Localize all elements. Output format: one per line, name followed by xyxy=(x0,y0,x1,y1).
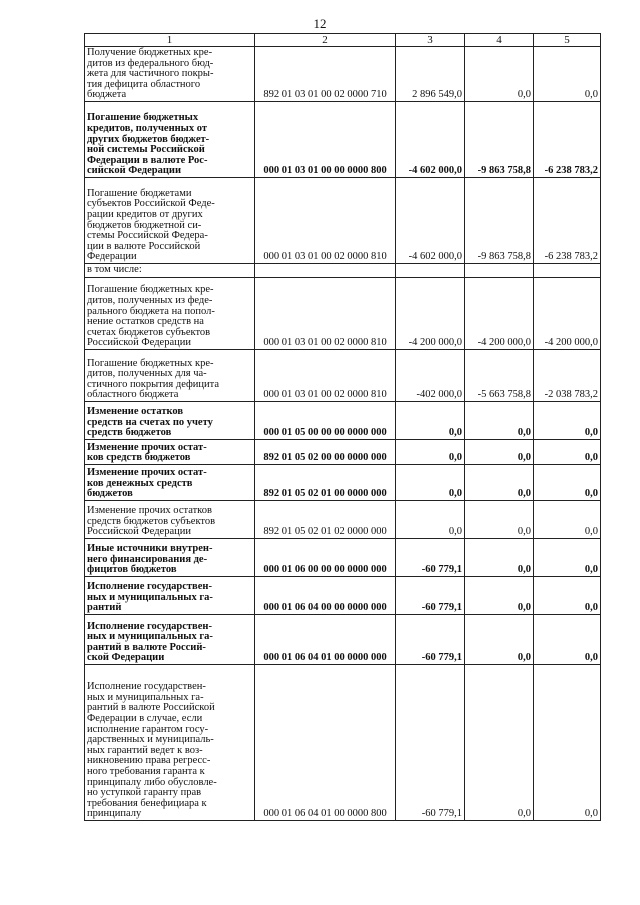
column-header: 1 xyxy=(85,34,255,47)
row-value-cell: 0,0 xyxy=(465,440,534,465)
table-row xyxy=(85,350,601,402)
row-value-cell: -60 779,1 xyxy=(396,665,465,821)
row-value-cell: 0,0 xyxy=(396,501,465,539)
row-code-cell: 000 01 06 04 01 00 0000 800 xyxy=(255,665,396,821)
row-value-cell: -9 863 758,8 xyxy=(465,102,534,178)
row-name-cell: Погашение бюджетных кре- дитов, полученных для ча- стичного покрытия дефицита областного бюджета xyxy=(85,350,255,402)
column-header: 5 xyxy=(534,34,601,47)
budget-sources-table xyxy=(84,33,601,821)
row-value-cell: -2 038 783,2 xyxy=(534,350,601,402)
row-value-cell: 0,0 xyxy=(534,440,601,465)
row-name-cell: Исполнение государствен- ных и муниципальных га- рантий xyxy=(85,577,255,615)
row-code-cell: 892 01 05 02 00 00 0000 000 xyxy=(255,440,396,465)
row-name-cell: Изменение прочих остат- ков средств бюджетов xyxy=(85,440,255,465)
row-value-cell: -402 000,0 xyxy=(396,350,465,402)
table-header-row xyxy=(85,34,601,47)
row-code-cell: 000 01 06 00 00 00 0000 000 xyxy=(255,539,396,577)
row-value-cell: 0,0 xyxy=(465,501,534,539)
table-row xyxy=(85,501,601,539)
row-code-cell: 892 01 05 02 01 00 0000 000 xyxy=(255,465,396,501)
row-value-cell xyxy=(396,264,465,278)
row-value-cell: 0,0 xyxy=(465,577,534,615)
row-value-cell: 0,0 xyxy=(465,47,534,102)
row-value-cell: 0,0 xyxy=(465,665,534,821)
row-value-cell xyxy=(465,264,534,278)
column-header: 4 xyxy=(465,34,534,47)
row-value-cell: 0,0 xyxy=(465,539,534,577)
page-number: 12 xyxy=(313,16,327,31)
table-row xyxy=(85,402,601,440)
row-code-cell: 000 01 06 04 00 00 0000 000 xyxy=(255,577,396,615)
row-value-cell: 0,0 xyxy=(396,440,465,465)
row-value-cell: -5 663 758,8 xyxy=(465,350,534,402)
row-code-cell: 892 01 03 01 00 02 0000 710 xyxy=(255,47,396,102)
row-value-cell: 0,0 xyxy=(534,402,601,440)
row-value-cell: 0,0 xyxy=(465,465,534,501)
table-row xyxy=(85,539,601,577)
row-value-cell: 0,0 xyxy=(396,402,465,440)
row-name-cell: Погашение бюджетами субъектов Российской Феде- рации кредитов от других бюджетов бюджетной си- стемы Российской Федера- ции в валюте Российской Федерации xyxy=(85,178,255,264)
row-code-cell: 000 01 03 01 00 00 0000 800 xyxy=(255,102,396,178)
row-code-cell: 000 01 05 00 00 00 0000 000 xyxy=(255,402,396,440)
row-value-cell: -4 602 000,0 xyxy=(396,102,465,178)
row-value-cell: 0,0 xyxy=(534,665,601,821)
table-row xyxy=(85,440,601,465)
row-name-cell: Погашение бюджетных кредитов, полученных от других бюджетов бюджет- ной системы Российской Федерации в валюте Рос- сийской Федерации xyxy=(85,102,255,178)
row-name-cell: Изменение прочих остатков средств бюджетов субъектов Российской Федерации xyxy=(85,501,255,539)
row-value-cell: -6 238 783,2 xyxy=(534,178,601,264)
row-code-cell: 000 01 03 01 00 02 0000 810 xyxy=(255,178,396,264)
row-name-cell: Исполнение государствен- ных и муниципальных га- рантий в валюте Россий- ской Федерации xyxy=(85,615,255,665)
row-value-cell: 2 896 549,0 xyxy=(396,47,465,102)
row-value-cell: -4 200 000,0 xyxy=(465,278,534,350)
table-row xyxy=(85,465,601,501)
row-name-cell: Иные источники внутрен- него финансирования де- фицитов бюджетов xyxy=(85,539,255,577)
row-value-cell: -60 779,1 xyxy=(396,615,465,665)
row-value-cell: 0,0 xyxy=(534,501,601,539)
row-code-cell: 892 01 05 02 01 02 0000 000 xyxy=(255,501,396,539)
row-value-cell: 0,0 xyxy=(534,577,601,615)
row-value-cell: 0,0 xyxy=(396,465,465,501)
row-value-cell: 0,0 xyxy=(534,615,601,665)
table-row xyxy=(85,264,601,278)
row-value-cell: -60 779,1 xyxy=(396,539,465,577)
row-code-cell: 000 01 03 01 00 02 0000 810 xyxy=(255,350,396,402)
table-row xyxy=(85,615,601,665)
row-name-cell: Погашение бюджетных кре- дитов, полученных из феде- рального бюджета на попол- нение остатков средств на счетах бюджетов субъектов Российской Федерации xyxy=(85,278,255,350)
table-body xyxy=(85,47,601,821)
row-code-cell xyxy=(255,264,396,278)
row-value-cell: 0,0 xyxy=(465,615,534,665)
row-value-cell: -4 200 000,0 xyxy=(534,278,601,350)
row-name-cell: в том числе: xyxy=(85,264,255,278)
table-row xyxy=(85,102,601,178)
row-name-cell: Изменение остатков средств на счетах по учету средств бюджетов xyxy=(85,402,255,440)
row-value-cell: -9 863 758,8 xyxy=(465,178,534,264)
row-value-cell: -6 238 783,2 xyxy=(534,102,601,178)
row-value-cell: -4 602 000,0 xyxy=(396,178,465,264)
row-name-cell: Изменение прочих остат- ков денежных средств бюджетов xyxy=(85,465,255,501)
column-header: 2 xyxy=(255,34,396,47)
row-value-cell: 0,0 xyxy=(534,539,601,577)
row-code-cell: 000 01 03 01 00 02 0000 810 xyxy=(255,278,396,350)
row-value-cell: -4 200 000,0 xyxy=(396,278,465,350)
table-row xyxy=(85,577,601,615)
row-name-cell: Исполнение государствен- ных и муниципальных га- рантий в валюте Российской Федерации в случае, если исполнение гарантом госу- дарственных и муниципаль- ных гарантий ведет к воз- никновению права регресс- ного требования гаранта к принципалу либо обусловле- но уступкой гаранту прав требования бенефициара к принципалу xyxy=(85,665,255,821)
row-value-cell: -60 779,1 xyxy=(396,577,465,615)
row-code-cell: 000 01 06 04 01 00 0000 000 xyxy=(255,615,396,665)
table-row xyxy=(85,178,601,264)
table-row xyxy=(85,47,601,102)
row-value-cell: 0,0 xyxy=(534,465,601,501)
table-row xyxy=(85,278,601,350)
row-value-cell: 0,0 xyxy=(465,402,534,440)
row-name-cell: Получение бюджетных кре- дитов из федерального бюд- жета для частичного покры- тия дефицита областного бюджета xyxy=(85,47,255,102)
row-value-cell xyxy=(534,264,601,278)
column-header: 3 xyxy=(396,34,465,47)
table-row xyxy=(85,665,601,821)
row-value-cell: 0,0 xyxy=(534,47,601,102)
